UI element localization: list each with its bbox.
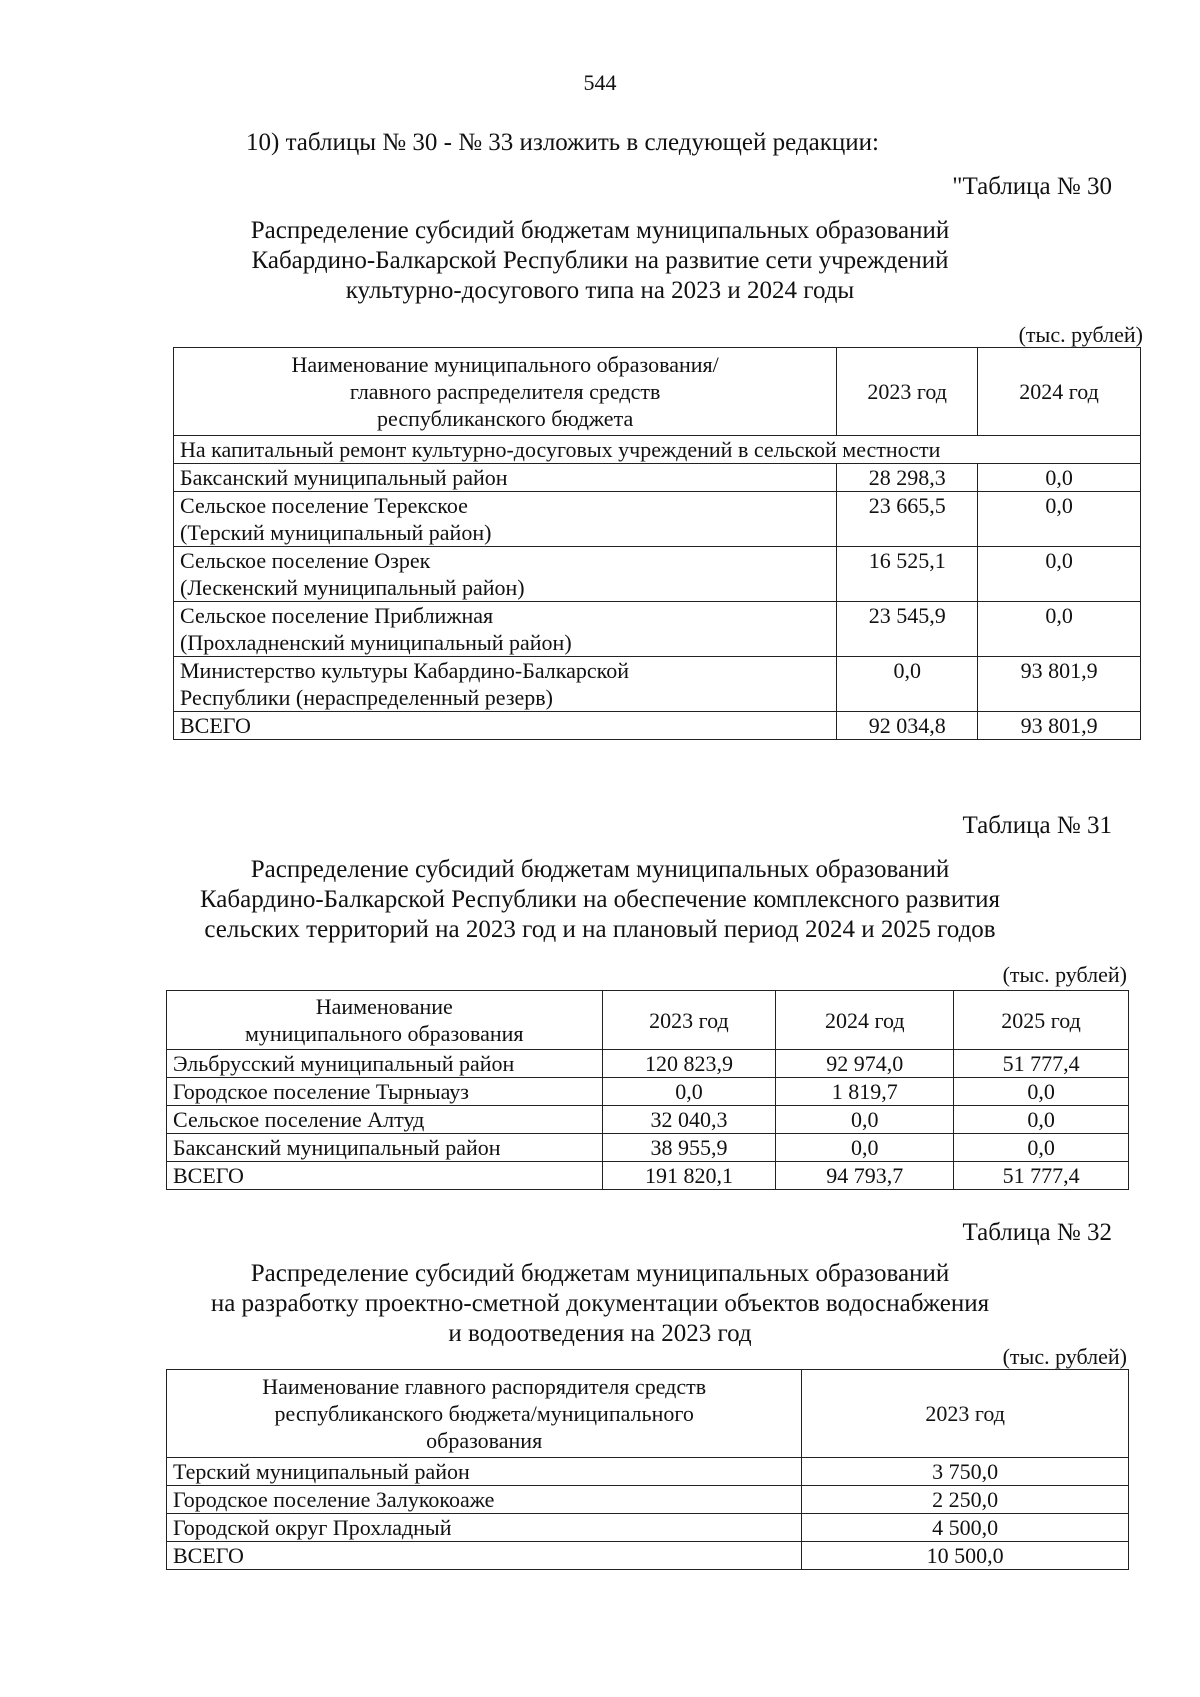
- title-line: сельских территорий на 2023 год и на плановый период 2024 и 2025 годов: [204, 916, 996, 943]
- row-value-2024: 0,0: [978, 464, 1141, 492]
- table31-title: [0, 855, 1200, 945]
- header-2023: 2023 год: [602, 991, 776, 1050]
- table-row: [167, 1050, 1129, 1078]
- header-2025: 2025 год: [954, 991, 1129, 1050]
- row-value-2023: 23 545,9: [837, 602, 978, 657]
- row-value-2023: 38 955,9: [602, 1134, 776, 1162]
- row-name: Сельское поселение Алтуд: [167, 1106, 603, 1134]
- row-name: Сельское поселение Озрек (Лескенский муниципальный район): [174, 547, 837, 602]
- table32-label: Таблица № 32: [962, 1219, 1112, 1246]
- row-value-2024: 93 801,9: [978, 712, 1141, 740]
- row-value-2023: 120 823,9: [602, 1050, 776, 1078]
- title-line: на разработку проектно-сметной документации объектов водоснабжения: [210, 1290, 990, 1317]
- table-row: [174, 547, 1141, 602]
- total-row: [167, 1162, 1129, 1190]
- intro-text: 10) таблицы № 30 - № 33 изложить в следующей редакции:: [246, 129, 879, 156]
- table-header-row: [167, 1370, 1129, 1458]
- row-name: Сельское поселение Приближная (Прохладненский муниципальный район): [174, 602, 837, 657]
- table31-units: (тыс. рублей): [1002, 962, 1127, 987]
- title-line: Распределение субсидий бюджетам муниципальных образований: [250, 856, 950, 883]
- header-2023: 2023 год: [837, 348, 978, 436]
- row-value-2023: 2 250,0: [802, 1486, 1129, 1514]
- row-value-2024: 94 793,7: [776, 1162, 954, 1190]
- table-row: [174, 602, 1141, 657]
- row-name: Городское поселение Тырныауз: [167, 1078, 603, 1106]
- row-name: Министерство культуры Кабардино-Балкарской Республики (нераспределенный резерв): [174, 657, 837, 712]
- table32: [166, 1369, 1129, 1570]
- row-value-2023: 16 525,1: [837, 547, 978, 602]
- header-2023: 2023 год: [802, 1370, 1129, 1458]
- table-row: [167, 1458, 1129, 1486]
- row-value-2025: 51 777,4: [954, 1162, 1129, 1190]
- table-row: [174, 657, 1141, 712]
- row-value-2024: 92 974,0: [776, 1050, 954, 1078]
- table30-units: (тыс. рублей): [1018, 322, 1143, 347]
- row-name: ВСЕГО: [167, 1542, 802, 1570]
- total-row: [167, 1542, 1129, 1570]
- table-header-row: [167, 991, 1129, 1050]
- table30-label: "Таблица № 30: [952, 173, 1112, 200]
- row-value-2025: 0,0: [954, 1106, 1129, 1134]
- row-name: Баксанский муниципальный район: [167, 1134, 603, 1162]
- row-name: Эльбрусский муниципальный район: [167, 1050, 603, 1078]
- header-2024: 2024 год: [776, 991, 954, 1050]
- table32-title: [0, 1259, 1200, 1349]
- row-name: Терский муниципальный район: [167, 1458, 802, 1486]
- header-name: Наименование главного распорядителя средств республиканского бюджета/муниципального образования: [167, 1370, 802, 1458]
- row-value-2023: 92 034,8: [837, 712, 978, 740]
- row-value-2024: 0,0: [978, 547, 1141, 602]
- row-value-2023: 28 298,3: [837, 464, 978, 492]
- row-value-2025: 0,0: [954, 1078, 1129, 1106]
- header-name: Наименование муниципального образования/ главного распределителя средств республиканского бюджета: [174, 348, 837, 436]
- table-row: [167, 1134, 1129, 1162]
- table31-label: Таблица № 31: [962, 812, 1112, 839]
- title-line: культурно-досугового типа на 2023 и 2024 годы: [345, 277, 855, 304]
- row-value-2025: 0,0: [954, 1134, 1129, 1162]
- row-name: ВСЕГО: [174, 712, 837, 740]
- row-value-2023: 10 500,0: [802, 1542, 1129, 1570]
- table-row: [167, 1514, 1129, 1542]
- header-name: Наименование муниципального образования: [167, 991, 603, 1050]
- page-number: 544: [583, 70, 617, 95]
- row-value-2023: 32 040,3: [602, 1106, 776, 1134]
- header-2024: 2024 год: [978, 348, 1141, 436]
- row-value-2024: 0,0: [978, 602, 1141, 657]
- row-name: Сельское поселение Терекское (Терский муниципальный район): [174, 492, 837, 547]
- row-value-2023: 3 750,0: [802, 1458, 1129, 1486]
- title-line: Кабардино-Балкарской Республики на обеспечение комплексного развития: [199, 886, 1001, 913]
- table-row: [174, 492, 1141, 547]
- table-row: [167, 1486, 1129, 1514]
- table-row: [174, 464, 1141, 492]
- row-value-2025: 51 777,4: [954, 1050, 1129, 1078]
- table-row: [167, 1078, 1129, 1106]
- table30: [173, 347, 1141, 740]
- row-value-2024: 0,0: [776, 1134, 954, 1162]
- row-value-2023: 191 820,1: [602, 1162, 776, 1190]
- section-row: [174, 436, 1141, 464]
- table30-title: [0, 216, 1200, 306]
- total-row: [174, 712, 1141, 740]
- table31: [166, 990, 1129, 1190]
- row-value-2023: 23 665,5: [837, 492, 978, 547]
- section-title: На капитальный ремонт культурно-досуговых учреждений в сельской местности: [174, 436, 1141, 464]
- row-name: Городской округ Прохладный: [167, 1514, 802, 1542]
- row-value-2023: 4 500,0: [802, 1514, 1129, 1542]
- row-name: ВСЕГО: [167, 1162, 603, 1190]
- table32-units: (тыс. рублей): [1002, 1344, 1127, 1369]
- title-line: Распределение субсидий бюджетам муниципальных образований: [250, 1260, 950, 1287]
- row-value-2023: 0,0: [602, 1078, 776, 1106]
- title-line: Кабардино-Балкарской Республики на развитие сети учреждений: [251, 247, 949, 274]
- row-name: Городское поселение Залукокоаже: [167, 1486, 802, 1514]
- table-header-row: [174, 348, 1141, 436]
- row-name: Баксанский муниципальный район: [174, 464, 837, 492]
- table-row: [167, 1106, 1129, 1134]
- row-value-2023: 0,0: [837, 657, 978, 712]
- title-line: Распределение субсидий бюджетам муниципальных образований: [250, 217, 950, 244]
- title-line: и водоотведения на 2023 год: [448, 1320, 752, 1347]
- row-value-2024: 1 819,7: [776, 1078, 954, 1106]
- row-value-2024: 0,0: [978, 492, 1141, 547]
- row-value-2024: 93 801,9: [978, 657, 1141, 712]
- row-value-2024: 0,0: [776, 1106, 954, 1134]
